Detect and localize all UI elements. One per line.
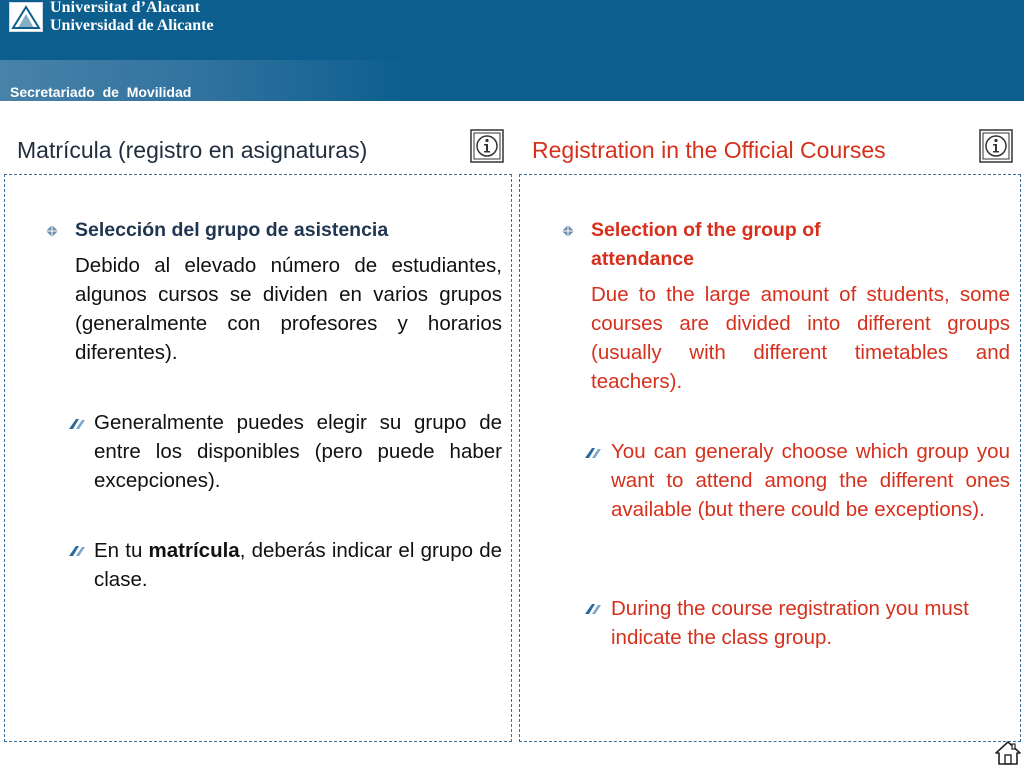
spanish-sub-bullet-2 [94, 536, 502, 594]
home-icon[interactable] [994, 740, 1022, 766]
spanish-heading: Selección del grupo de asistencia [75, 219, 389, 241]
arrow-bullet-icon [68, 543, 86, 557]
spanish-sub2-bold: matrícula [148, 539, 240, 562]
arrow-bullet-icon [584, 445, 602, 459]
info-icon[interactable] [470, 129, 504, 163]
diamond-bullet-icon [46, 225, 58, 237]
header-banner [0, 0, 1024, 101]
english-panel [519, 174, 1021, 742]
spanish-sub-bullet-1: Generalmente puedes elegir su grupo de entre los disponibles (pero puede haber excepciones). [94, 411, 502, 492]
spanish-title: Matrícula (registro en asignaturas) [17, 137, 368, 163]
university-logo-icon [9, 2, 43, 32]
department-name: Secretariado de Movilidad [10, 84, 192, 100]
diamond-bullet-icon [562, 225, 574, 237]
arrow-bullet-icon [68, 416, 86, 430]
spanish-sub2-after: , deberás indicar el grupo de clase. [94, 539, 502, 591]
english-title: Registration in the Official Courses [532, 137, 886, 163]
english-paragraph: Due to the large amount of students, some courses are divided into different groups (usually with different timetables and teachers). [591, 283, 1010, 393]
university-name-ca: Universitat d’Alacant [50, 0, 201, 16]
info-icon[interactable] [979, 129, 1013, 163]
university-name-es: Universidad de Alicante [50, 17, 214, 34]
english-sub-bullet-1: You can generaly choose which group you want to attend among the different ones available (but there could be exceptions). [611, 440, 1010, 521]
spanish-paragraph: Debido al elevado número de estudiantes, algunos cursos se dividen en varios grupos (generalmente con profesores y horarios diferentes). [75, 254, 502, 364]
english-sub-bullet-2: During the course registration you must indicate the class group. [611, 597, 969, 649]
english-heading: Selection of the group of attendance [591, 219, 821, 270]
spanish-sub2-before: En tu [94, 539, 149, 562]
arrow-bullet-icon [584, 601, 602, 615]
spanish-panel [4, 174, 512, 742]
